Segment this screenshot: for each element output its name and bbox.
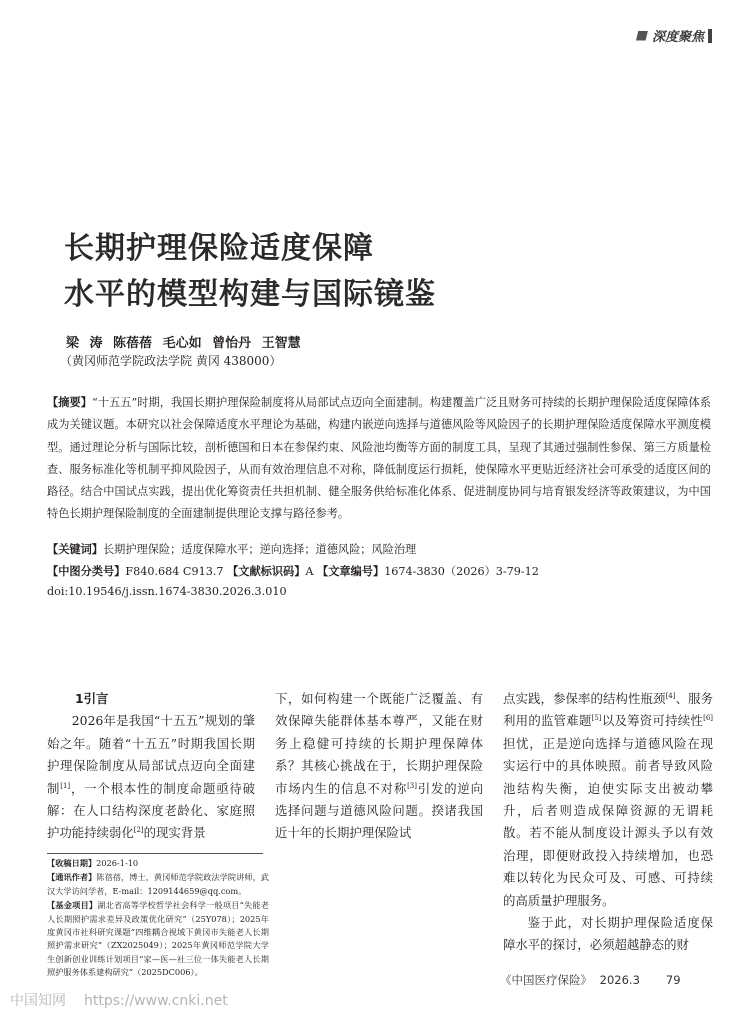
page-number: 79 — [665, 973, 681, 987]
text-run: 引发的逆向选择问题与道德风险问题。揆诸我国近十年的长期护理保险试 — [275, 780, 484, 841]
text-run: 担忧，正是逆向选择与道德风险在现实运行中的具体映照。前者导致风险池结构失衡，迫使实际支出被动攀升，后者则造成保障资源的无谓耗散。若不能从制度设计源头予以有效治理，即便财政投入持续增加，也恐难以转化为民众可及、可感、可持续的高质量护理服务。 — [503, 735, 713, 908]
section-label-text: 深度聚焦 — [651, 30, 704, 45]
text-run: 以及筹资可持续性 — [601, 713, 704, 729]
page-footer — [500, 972, 681, 988]
doi: doi:10.19546/j.issn.1674-3830.2026.3.010 — [47, 585, 287, 598]
title-line-1: 长期护理保险适度保障 — [64, 231, 374, 266]
doc-code-label: 【文献标识码】 — [227, 565, 306, 578]
paragraph — [503, 688, 713, 912]
text-run: 点实践，参保率的结构性瓶颈 — [503, 691, 666, 706]
citation: [1] — [60, 781, 71, 790]
paragraph — [47, 710, 255, 844]
watermark-brand: 中国知网 — [10, 993, 66, 1009]
body-column-1 — [47, 688, 255, 845]
watermark-url: https://www.cnki.net — [84, 993, 228, 1009]
abstract-label: 【摘要】 — [47, 396, 92, 409]
keywords-text: 长期护理保险；适度保障水平；逆向选择；道德风险；风险治理 — [102, 543, 417, 556]
footnotes — [47, 857, 269, 981]
article-title — [64, 226, 684, 318]
journal-issue: 《中国医疗保险》 2026.3 — [500, 973, 640, 987]
clc-label: 【中图分类号】 — [47, 565, 126, 578]
footnote-received — [47, 857, 269, 870]
footnote-funding — [47, 899, 269, 979]
abstract-text: “十五五”时期，我国长期护理保险制度将从局部试点迈向全面建制。构建覆盖广泛且财务可持续的长期护理保险适度保障体系成为关键议题。本研究以社会保障适度水平理论为基础，构建内嵌逆向选择与道德风险等风险因子的长期护理保险适度保障水平测度模型。通过理论分析与国际比较，剖析德国和日本在参保约束、风险池均衡等方面的制度工具，呈现了其通过强制性参保、第三方质量检查、服务标准化等机制平抑风险因子，从而有效治理信息不对称，降低制度运行损耗，使保障水平更贴近经济社会可承受的适度区间的路径。结合中国试点实践，提出优化筹资责任共担机制、健全服务供给标准化体系、促进制度协同与培育银发经济等政策建议，为中国特色长期护理保险制度的全面建制提供理论支撑与路径参考。 — [47, 396, 711, 521]
footnote-value: 2026-1-10 — [96, 858, 139, 868]
footnote-label: 【收稿日期】 — [47, 858, 97, 868]
article-number-value: 1674-3830（2026）3-79-12 — [384, 565, 539, 578]
body-column-2 — [275, 688, 483, 845]
text-run: 、服务利用的监管难题 — [503, 691, 714, 729]
text-run: ，一个根本性的制度命题亟待破解：在人口结构深度老龄化、家庭照护功能持续弱化 — [47, 780, 256, 841]
footnote-value: 陈蓓蓓，博士，黄冈师范学院政法学院讲师，武汉大学访问学者，E-mail：1209144659@qq.com。 — [47, 872, 269, 896]
citation: [2] — [133, 826, 144, 835]
section-bar-icon — [708, 29, 712, 43]
keywords-label: 【关键词】 — [47, 543, 103, 556]
footnote-author — [47, 871, 269, 898]
section-mark-icon — [636, 31, 648, 41]
abstract — [47, 392, 711, 526]
citation: [5] — [591, 714, 602, 723]
footnote-divider — [47, 853, 263, 854]
paragraph — [275, 688, 483, 845]
classification-line — [47, 563, 539, 579]
footnote-label: 【通讯作者】 — [47, 872, 97, 883]
text-run: 下，如何构建一个既能广泛覆盖、有效保障失能群体基本尊严，又能在财务上稳健可持续的长期护理保障体系？其核心挑战在于，长期护理保险市场内生的信息不对称 — [275, 691, 483, 796]
paragraph: 鉴于此，对长期护理保险适度保障水平的探讨，必须超越静态的财 — [503, 915, 713, 953]
text-run: 2026年是我国“十五五”规划的肇始之年。随着“十五五”时期我国长期护理保险制度从局部试点迈向全面建制 — [47, 713, 255, 796]
citation: [4] — [665, 691, 676, 700]
article-number-label: 【文章编号】 — [317, 565, 385, 578]
section-label — [636, 26, 712, 45]
affiliation: （黄冈师范学院政法学院 黄冈 438000） — [60, 354, 282, 368]
title-line-2: 水平的模型构建与国际镜鉴 — [64, 277, 436, 312]
section-heading: 1引言 — [75, 691, 109, 706]
citation: [3] — [407, 781, 417, 790]
authors: 梁 涛 陈蓓蓓 毛心如 曾怡丹 王智慧 — [66, 336, 301, 351]
footnote-value: 湖北省高等学校哲学社会科学一般项目“失能老人长期照护需求差异及政策优化研究”（25Y078）；2025年度黄冈市社科研究课题“四维耦合视域下黄冈市失能老人长期照护需求研究”（ZX2025049）；2025年黄冈师范学院大学生创新创业训练计划项目“家—医—社三位一体失能老人长期照护服务体系建构研究”（2025DC006）。 — [47, 900, 269, 978]
doc-code-value: A — [305, 565, 314, 578]
text-run: 的现实背景 — [143, 825, 206, 841]
clc-value: F840.684 C913.7 — [125, 565, 224, 578]
footnote-label: 【基金项目】 — [47, 900, 98, 911]
body-column-3 — [503, 688, 713, 957]
keywords — [47, 541, 416, 557]
watermark — [10, 990, 228, 1010]
citation: [6] — [703, 714, 714, 723]
